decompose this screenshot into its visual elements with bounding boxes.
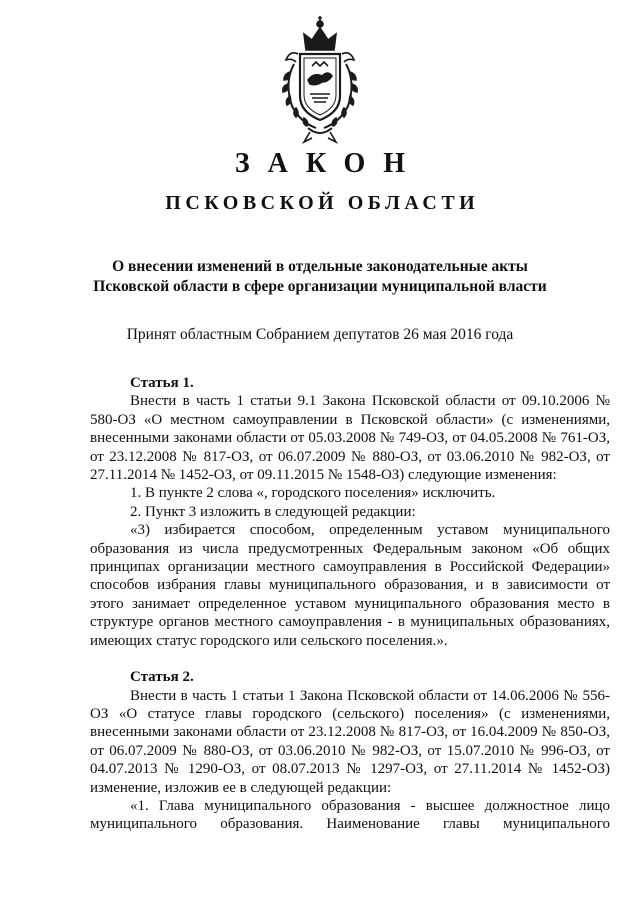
article-1-paragraph: 2. Пункт 3 изложить в следующей редакции: — [130, 503, 416, 520]
article-2-heading: Статья 2. — [130, 669, 194, 686]
article-1-heading: Статья 1. — [130, 375, 194, 391]
article-2-paragraph: «1. Глава муниципального образования - высшее должностное лицо муниципального образования. Наименование главы муниципального — [90, 797, 610, 833]
law-subject — [80, 257, 560, 297]
adoption-date: Принят областным Собранием депутатов 26 мая 2016 года — [126, 326, 514, 343]
pskov-coat-of-arms-icon — [270, 10, 370, 146]
law-subject-line-1: О внесении изменений в отдельные законодательные акты — [112, 258, 528, 275]
article-2-paragraph: Внести в часть 1 статьи 1 Закона Псковской области от 14.06.2006 № 556-ОЗ «О статусе главы городского (сельского) поселения» (с изменениями, внесенными законами области от 23.12.2008 № 817-ОЗ, от 16.04.2009 № 850-ОЗ, от 06.07.2009 № 880-ОЗ, от 03.06.2010 № 982-ОЗ, от 15.07.2010 № 996-ОЗ, от 04.07.2013 № 1290-ОЗ, от 08.07.2013 № 1297-ОЗ, от 27.11.2014 № 1452-ОЗ) изменение, изложив ее в следующей редакции: — [90, 687, 610, 796]
law-subject-line-2: Псковской области в сфере организации муниципальной власти — [93, 278, 547, 295]
law-body — [90, 374, 610, 834]
article-1-paragraph: «3) избирается способом, определенным уставом муниципального образования из числа предусмотренных Федеральным законом «Об общих принципах организации местного самоуправления в Российской Федерации» способов избрания главы муниципального образования, и в зависимости от этого занимает определенное уставом муниципального образования место в структуре органов местного самоуправления - в муниципальных образованиях, имеющих статус городского или сельского поселения.». — [90, 522, 610, 649]
law-title: ЗАКОН — [234, 148, 424, 179]
region-title: ПСКОВСКОЙ ОБЛАСТИ — [165, 192, 480, 214]
article-1-paragraph: Внести в часть 1 статьи 9.1 Закона Псковской области от 09.10.2006 № 580-ОЗ «О местном самоуправлении в Псковской области» (с изменениями, внесенными законами области от 05.03.2008 № 749-ОЗ, от 04.05.2008 № 761-ОЗ, от 23.12.2008 № 817-ОЗ, от 06.07.2009 № 880-ОЗ, от 03.06.2010 № 982-ОЗ, от 27.11.2014 № 1452-ОЗ, от 09.11.2015 № 1548-ОЗ) следующие изменения: — [90, 393, 610, 484]
article-spacer — [90, 650, 610, 668]
article-1-paragraph: 1. В пункте 2 слова «, городского поселения» исключить. — [130, 485, 496, 502]
